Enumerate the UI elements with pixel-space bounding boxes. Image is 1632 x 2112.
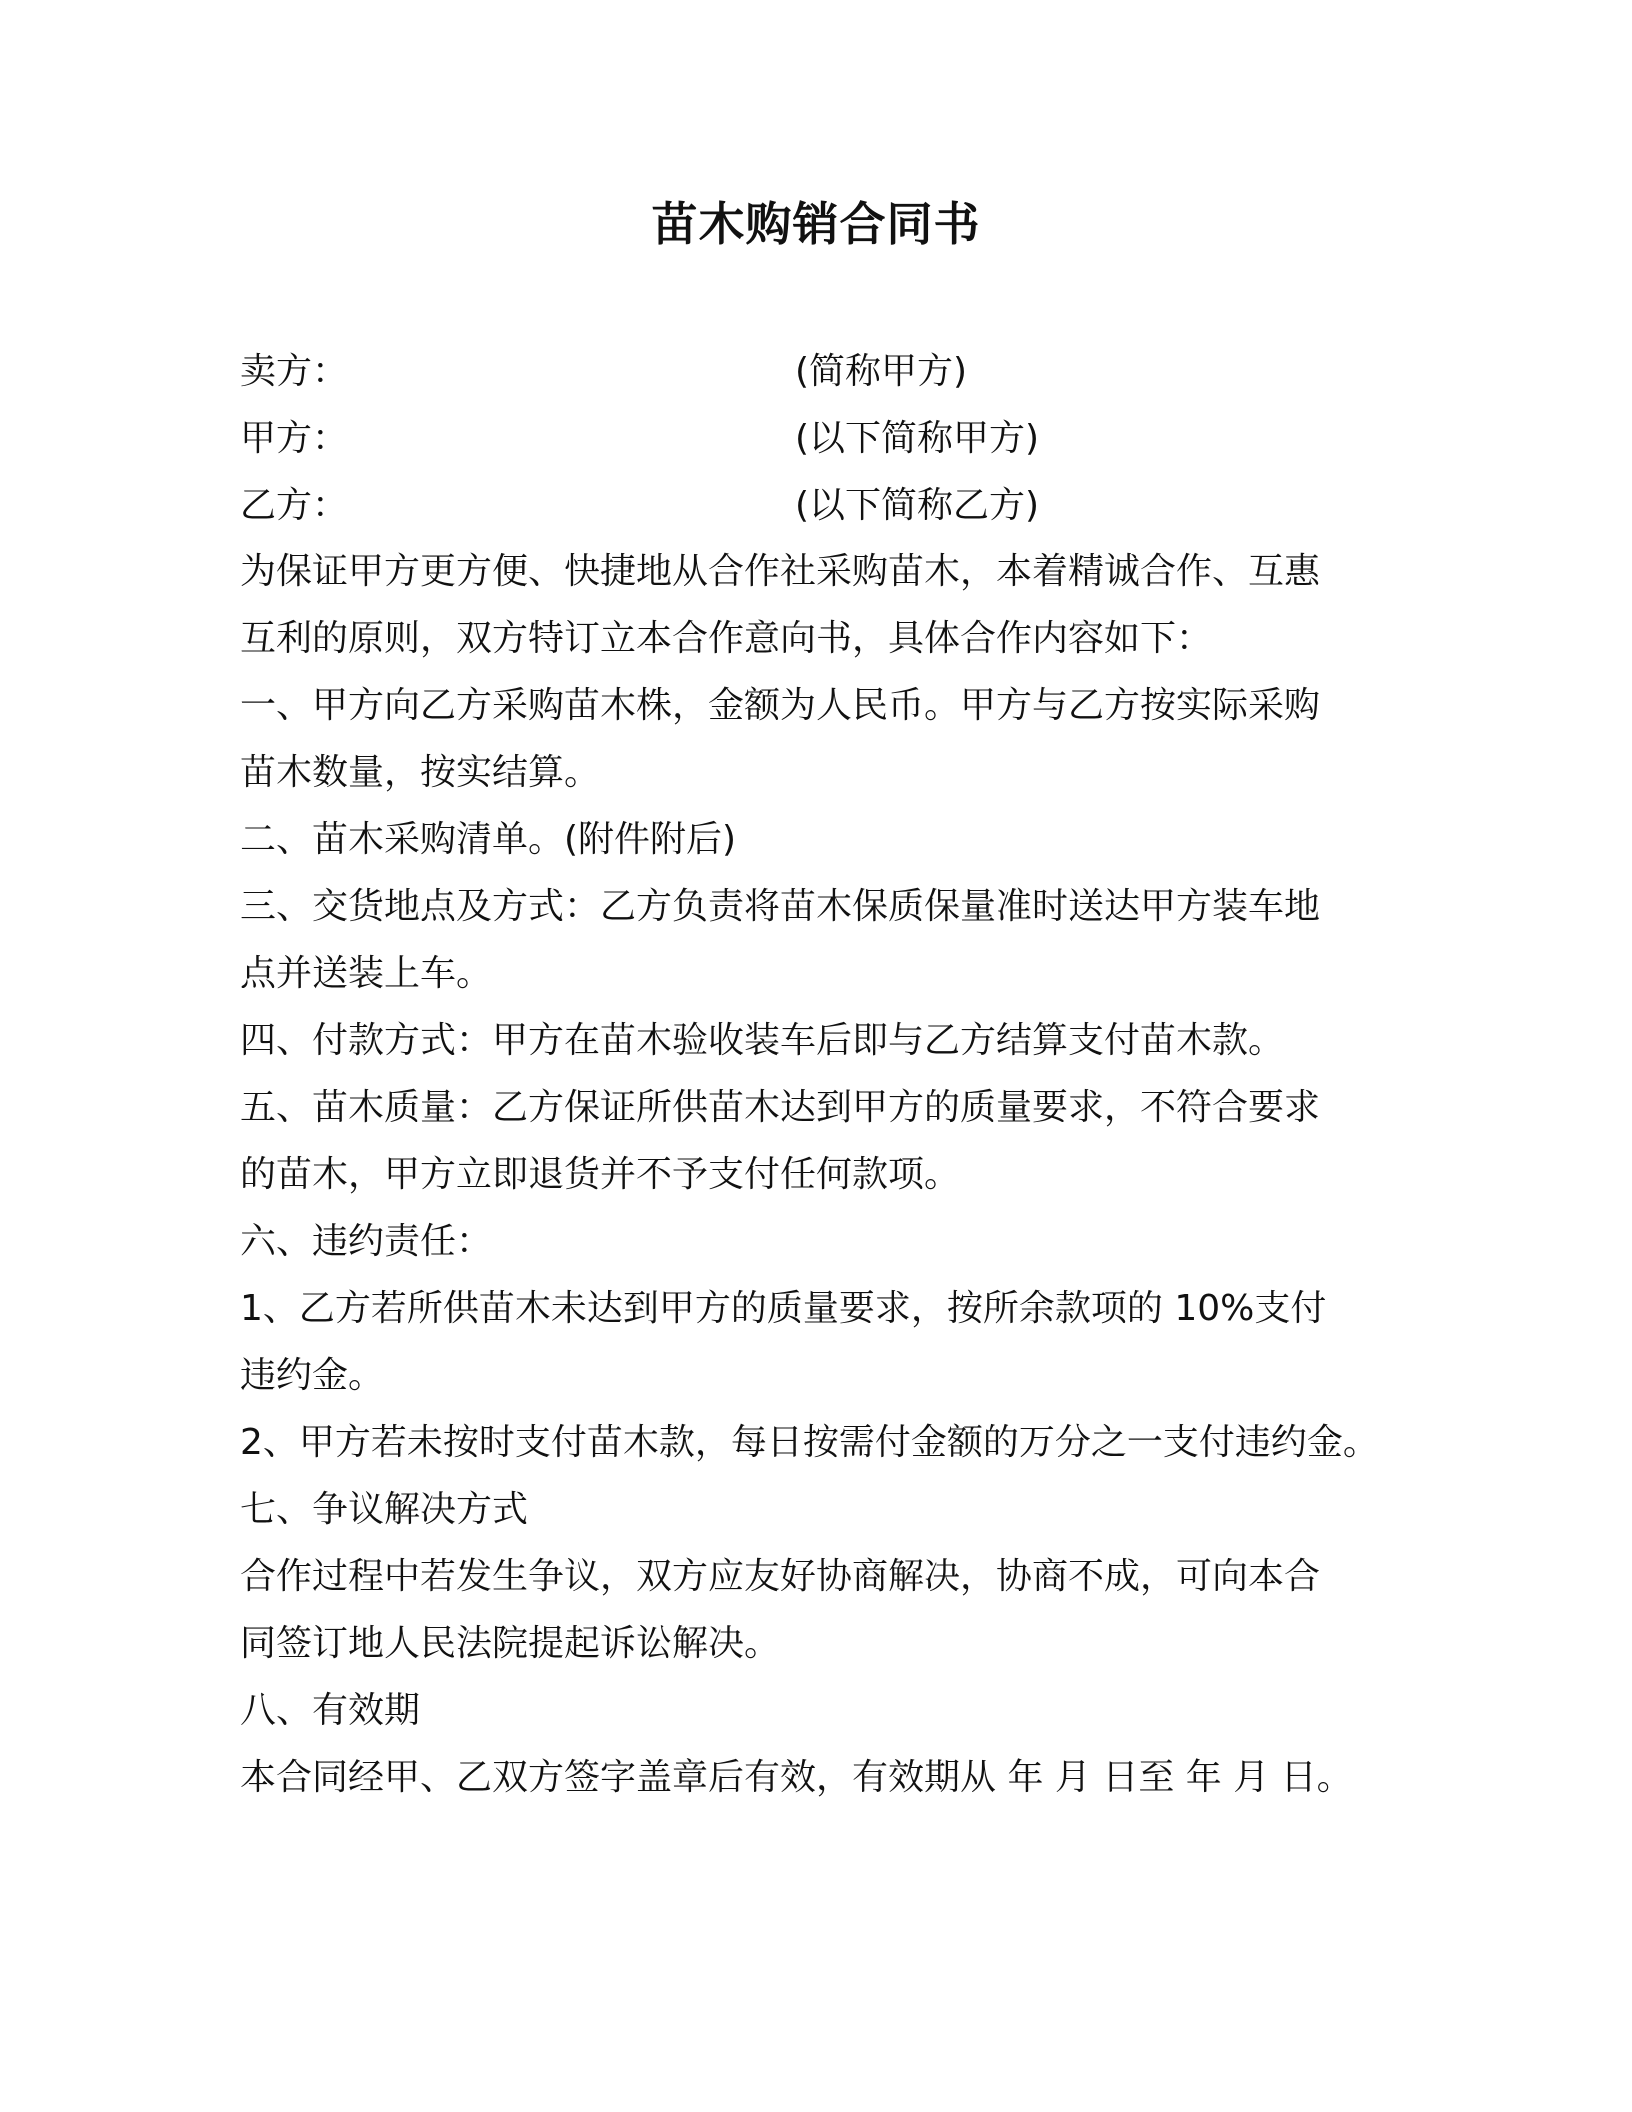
party-row-party-a: [240, 405, 1400, 472]
body-line: 苗木数量，按实结算。: [240, 752, 601, 793]
party-label: 甲方：: [240, 418, 349, 459]
body-line: 八、有效期: [240, 1690, 421, 1731]
party-section: [240, 338, 1400, 539]
body-line: 三、交货地点及方式：乙方负责将苗木保质保量准时送达甲方装车地: [240, 886, 1321, 927]
body-line: 本合同经甲、乙双方签字盖章后有效，有效期从 年 月 日至 年 月 日。: [240, 1757, 1353, 1798]
party-note: (以下简称乙方): [795, 485, 1040, 526]
document-title: 苗木购销合同书: [651, 197, 981, 251]
body-line: 为保证甲方更方便、快捷地从合作社采购苗木，本着精诚合作、互惠: [240, 551, 1321, 592]
party-label: 乙方：: [240, 485, 349, 526]
party-label: 卖方：: [240, 351, 349, 392]
body-line: 六、违约责任：: [240, 1221, 493, 1262]
body-line: 互利的原则，双方特订立本合作意向书，具体合作内容如下：: [240, 618, 1213, 659]
body-line: 四、付款方式：甲方在苗木验收装车后即与乙方结算支付苗木款。: [240, 1020, 1285, 1061]
body-line: 同签订地人民法院提起诉讼解决。: [240, 1623, 781, 1664]
body-line: 五、苗木质量：乙方保证所供苗木达到甲方的质量要求，不符合要求: [240, 1087, 1321, 1128]
body-line: 违约金。: [240, 1355, 385, 1396]
body-line: 七、争议解决方式: [240, 1489, 529, 1530]
body-line: 合作过程中若发生争议，双方应友好协商解决，协商不成，可向本合: [240, 1556, 1321, 1597]
body-line: 2、甲方若未按时支付苗木款，每日按需付金额的万分之一支付违约金。: [240, 1422, 1379, 1463]
body-line: 二、苗木采购清单。(附件附后): [240, 819, 737, 860]
body-line: 的苗木，甲方立即退货并不予支付任何款项。: [240, 1154, 961, 1195]
body-line: 一、甲方向乙方采购苗木株，金额为人民币。甲方与乙方按实际采购: [240, 685, 1321, 726]
party-row-party-b: [240, 472, 1400, 539]
body-line: 1、乙方若所供苗木未达到甲方的质量要求，按所余款项的 10%支付: [240, 1288, 1327, 1329]
body-line: 点并送装上车。: [240, 953, 493, 994]
contract-body: [240, 538, 1400, 1811]
party-row-seller: [240, 338, 1400, 405]
party-note: (以下简称甲方): [795, 418, 1040, 459]
party-note: (简称甲方): [795, 351, 968, 392]
